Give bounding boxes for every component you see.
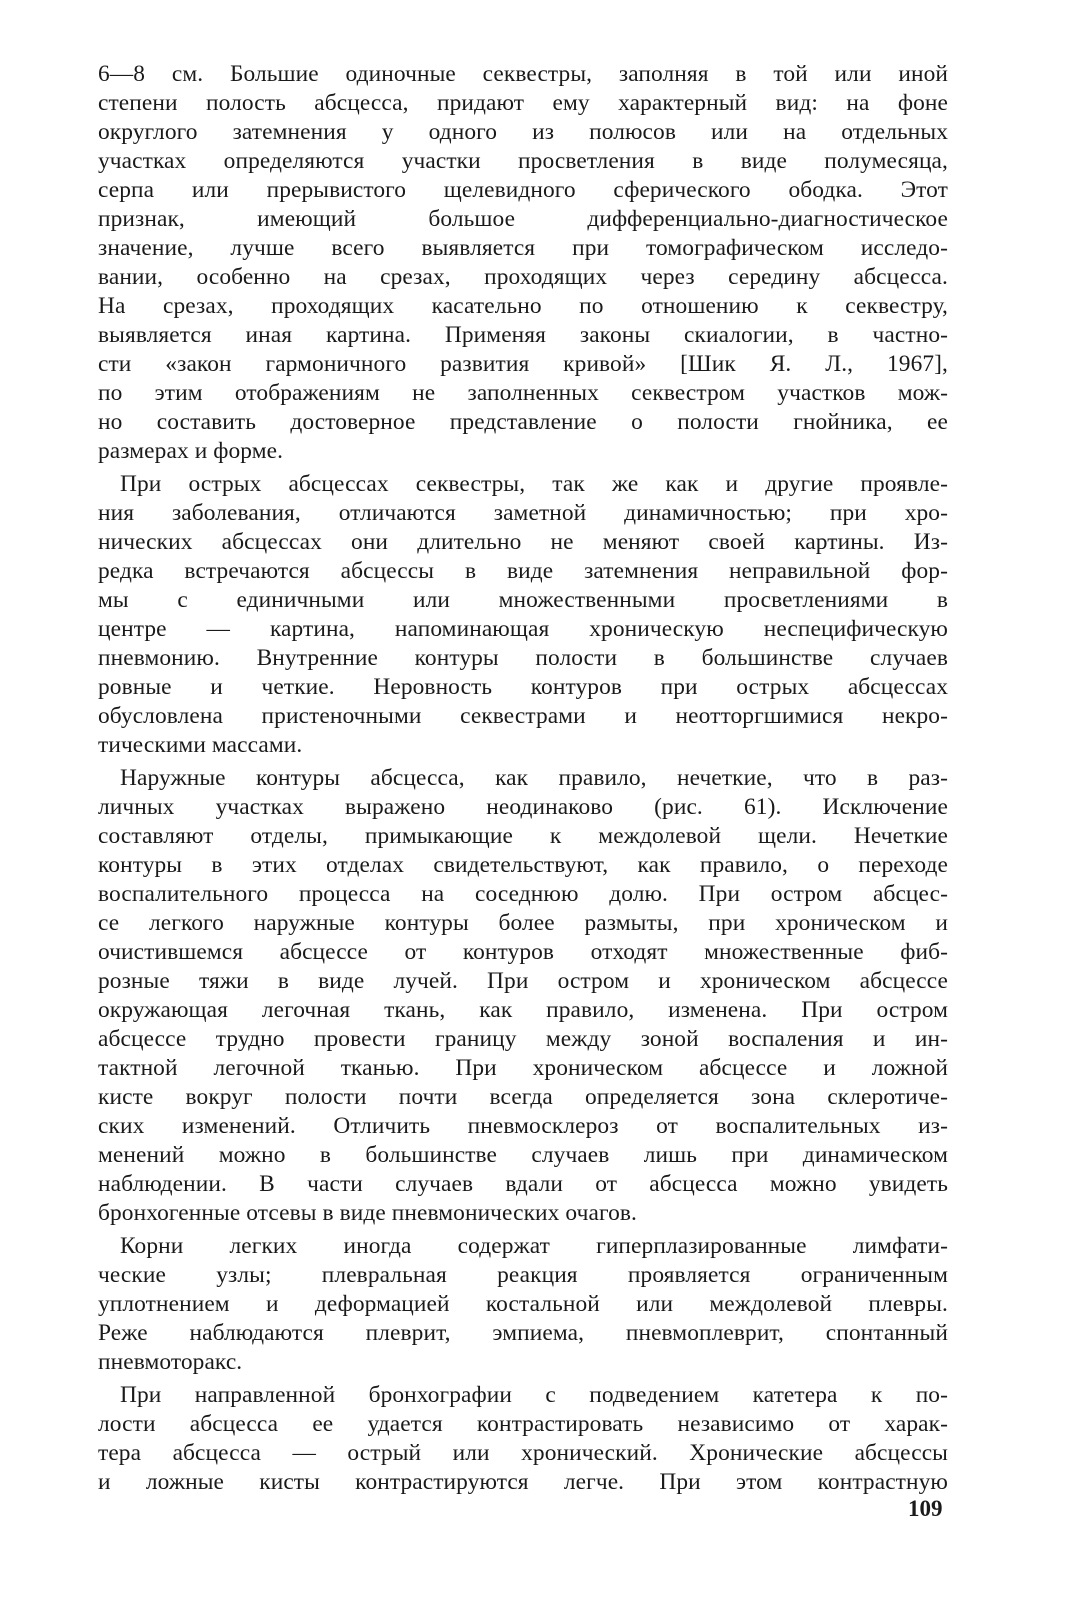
text-line: Корни легких иногда содержат гиперплазированные лимфати- — [120, 1233, 948, 1259]
text-line: се легкого наружные контуры более размыты, при хроническом и — [98, 910, 948, 936]
paragraph — [98, 470, 948, 760]
text-line: кисте вокруг полости почти всегда определяется зона склеротиче- — [98, 1084, 948, 1110]
text-line: центре — картина, напоминающая хроническую неспецифическую — [98, 616, 948, 642]
paragraph — [98, 764, 948, 1228]
text-line: признак, имеющий большое дифференциально-диагностическое — [98, 206, 948, 232]
text-line: выявляется иная картина. Применяя законы скиалогии, в частно- — [98, 322, 948, 348]
text-line: менений можно в большинстве случаев лишь при динамическом — [98, 1142, 948, 1168]
text-line: наблюдении. В части случаев вдали от абсцесса можно увидеть — [98, 1171, 948, 1197]
text-line: значение, лучше всего выявляется при томографическом исследо- — [98, 235, 948, 261]
text-line: абсцессе трудно провести границу между зоной воспаления и ин- — [98, 1026, 948, 1052]
text-line: нических абсцессах они длительно не меняют своей картины. Из- — [98, 529, 948, 555]
text-line: тическими массами. — [98, 732, 303, 758]
text-line: На срезах, проходящих касательно по отношению к секвестру, — [98, 293, 948, 319]
text-line: вании, особенно на срезах, проходящих через середину абсцесса. — [98, 264, 948, 290]
text-line: 6—8 см. Большие одиночные секвестры, заполняя в той или иной — [98, 61, 948, 87]
text-line: участках определяются участки просветления в виде полумесяца, — [98, 148, 948, 174]
text-line: мы с единичными или множественными просветлениями в — [98, 587, 948, 613]
text-line: серпа или прерывистого щелевидного сферического ободка. Этот — [98, 177, 948, 203]
text-line: лости абсцесса ее удается контрастировать независимо от харак- — [98, 1411, 948, 1437]
text-line: пневмоторакс. — [98, 1349, 243, 1375]
text-line: округлого затемнения у одного из полюсов или на отдельных — [98, 119, 948, 145]
paragraph — [98, 1232, 948, 1377]
text-line: воспалительного процесса на соседнюю долю. При остром абсцес- — [98, 881, 948, 907]
text-line: ровные и четкие. Неровность контуров при острых абсцессах — [98, 674, 948, 700]
text-line: обусловлена пристеночными секвестрами и неотторгшимися некро- — [98, 703, 948, 729]
text-line: но составить достоверное представление о полости гнойника, ее — [98, 409, 948, 435]
text-line: бронхогенные отсевы в виде пневмонических очагов. — [98, 1200, 637, 1226]
text-line: размерах и форме. — [98, 438, 284, 464]
text-line: пневмонию. Внутренние контуры полости в большинстве случаев — [98, 645, 948, 671]
text-line: При острых абсцессах секвестры, так же как и другие проявле- — [120, 471, 948, 497]
text-line: уплотнением и деформацией костальной или междолевой плевры. — [98, 1291, 948, 1317]
paragraph — [98, 1381, 948, 1497]
text-line: Реже наблюдаются плеврит, эмпиема, пневмоплеврит, спонтанный — [98, 1320, 948, 1346]
page-body — [98, 60, 948, 1497]
text-line: степени полость абсцесса, придают ему характерный вид: на фоне — [98, 90, 948, 116]
text-line: личных участках выражено неодинаково (рис. 61). Исключение — [98, 794, 948, 820]
paragraph — [98, 60, 948, 466]
text-line: тактной легочной тканью. При хроническом абсцессе и ложной — [98, 1055, 948, 1081]
text-line: окружающая легочная ткань, как правило, изменена. При остром — [98, 997, 948, 1023]
text-line: розные тяжи в виде лучей. При остром и хроническом абсцессе — [98, 968, 948, 994]
text-line: ских изменений. Отличить пневмосклероз от воспалительных из- — [98, 1113, 948, 1139]
text-line: ния заболевания, отличаются заметной динамичностью; при хро- — [98, 500, 948, 526]
text-line: и ложные кисты контрастируются легче. При этом контрастную — [98, 1469, 948, 1495]
text-line: контуры в этих отделах свидетельствуют, как правило, о переходе — [98, 852, 948, 878]
text-line: ческие узлы; плевральная реакция проявляется ограниченным — [98, 1262, 948, 1288]
text-line: редка встречаются абсцессы в виде затемнения неправильной фор- — [98, 558, 948, 584]
text-line: очистившемся абсцессе от контуров отходят множественные фиб- — [98, 939, 948, 965]
text-line: сти «закон гармоничного развития кривой» [Шик Я. Л., 1967], — [98, 351, 948, 377]
text-line: составляют отделы, примыкающие к междолевой щели. Нечеткие — [98, 823, 948, 849]
text-line: тера абсцесса — острый или хронический. Хронические абсцессы — [98, 1440, 948, 1466]
text-line: При направленной бронхографии с подведением катетера к по- — [120, 1382, 948, 1408]
text-line: Наружные контуры абсцесса, как правило, нечеткие, что в раз- — [120, 765, 948, 791]
text-line: по этим отображениям не заполненных секвестром участков мож- — [98, 380, 948, 406]
page-number: 109 — [908, 1496, 943, 1521]
